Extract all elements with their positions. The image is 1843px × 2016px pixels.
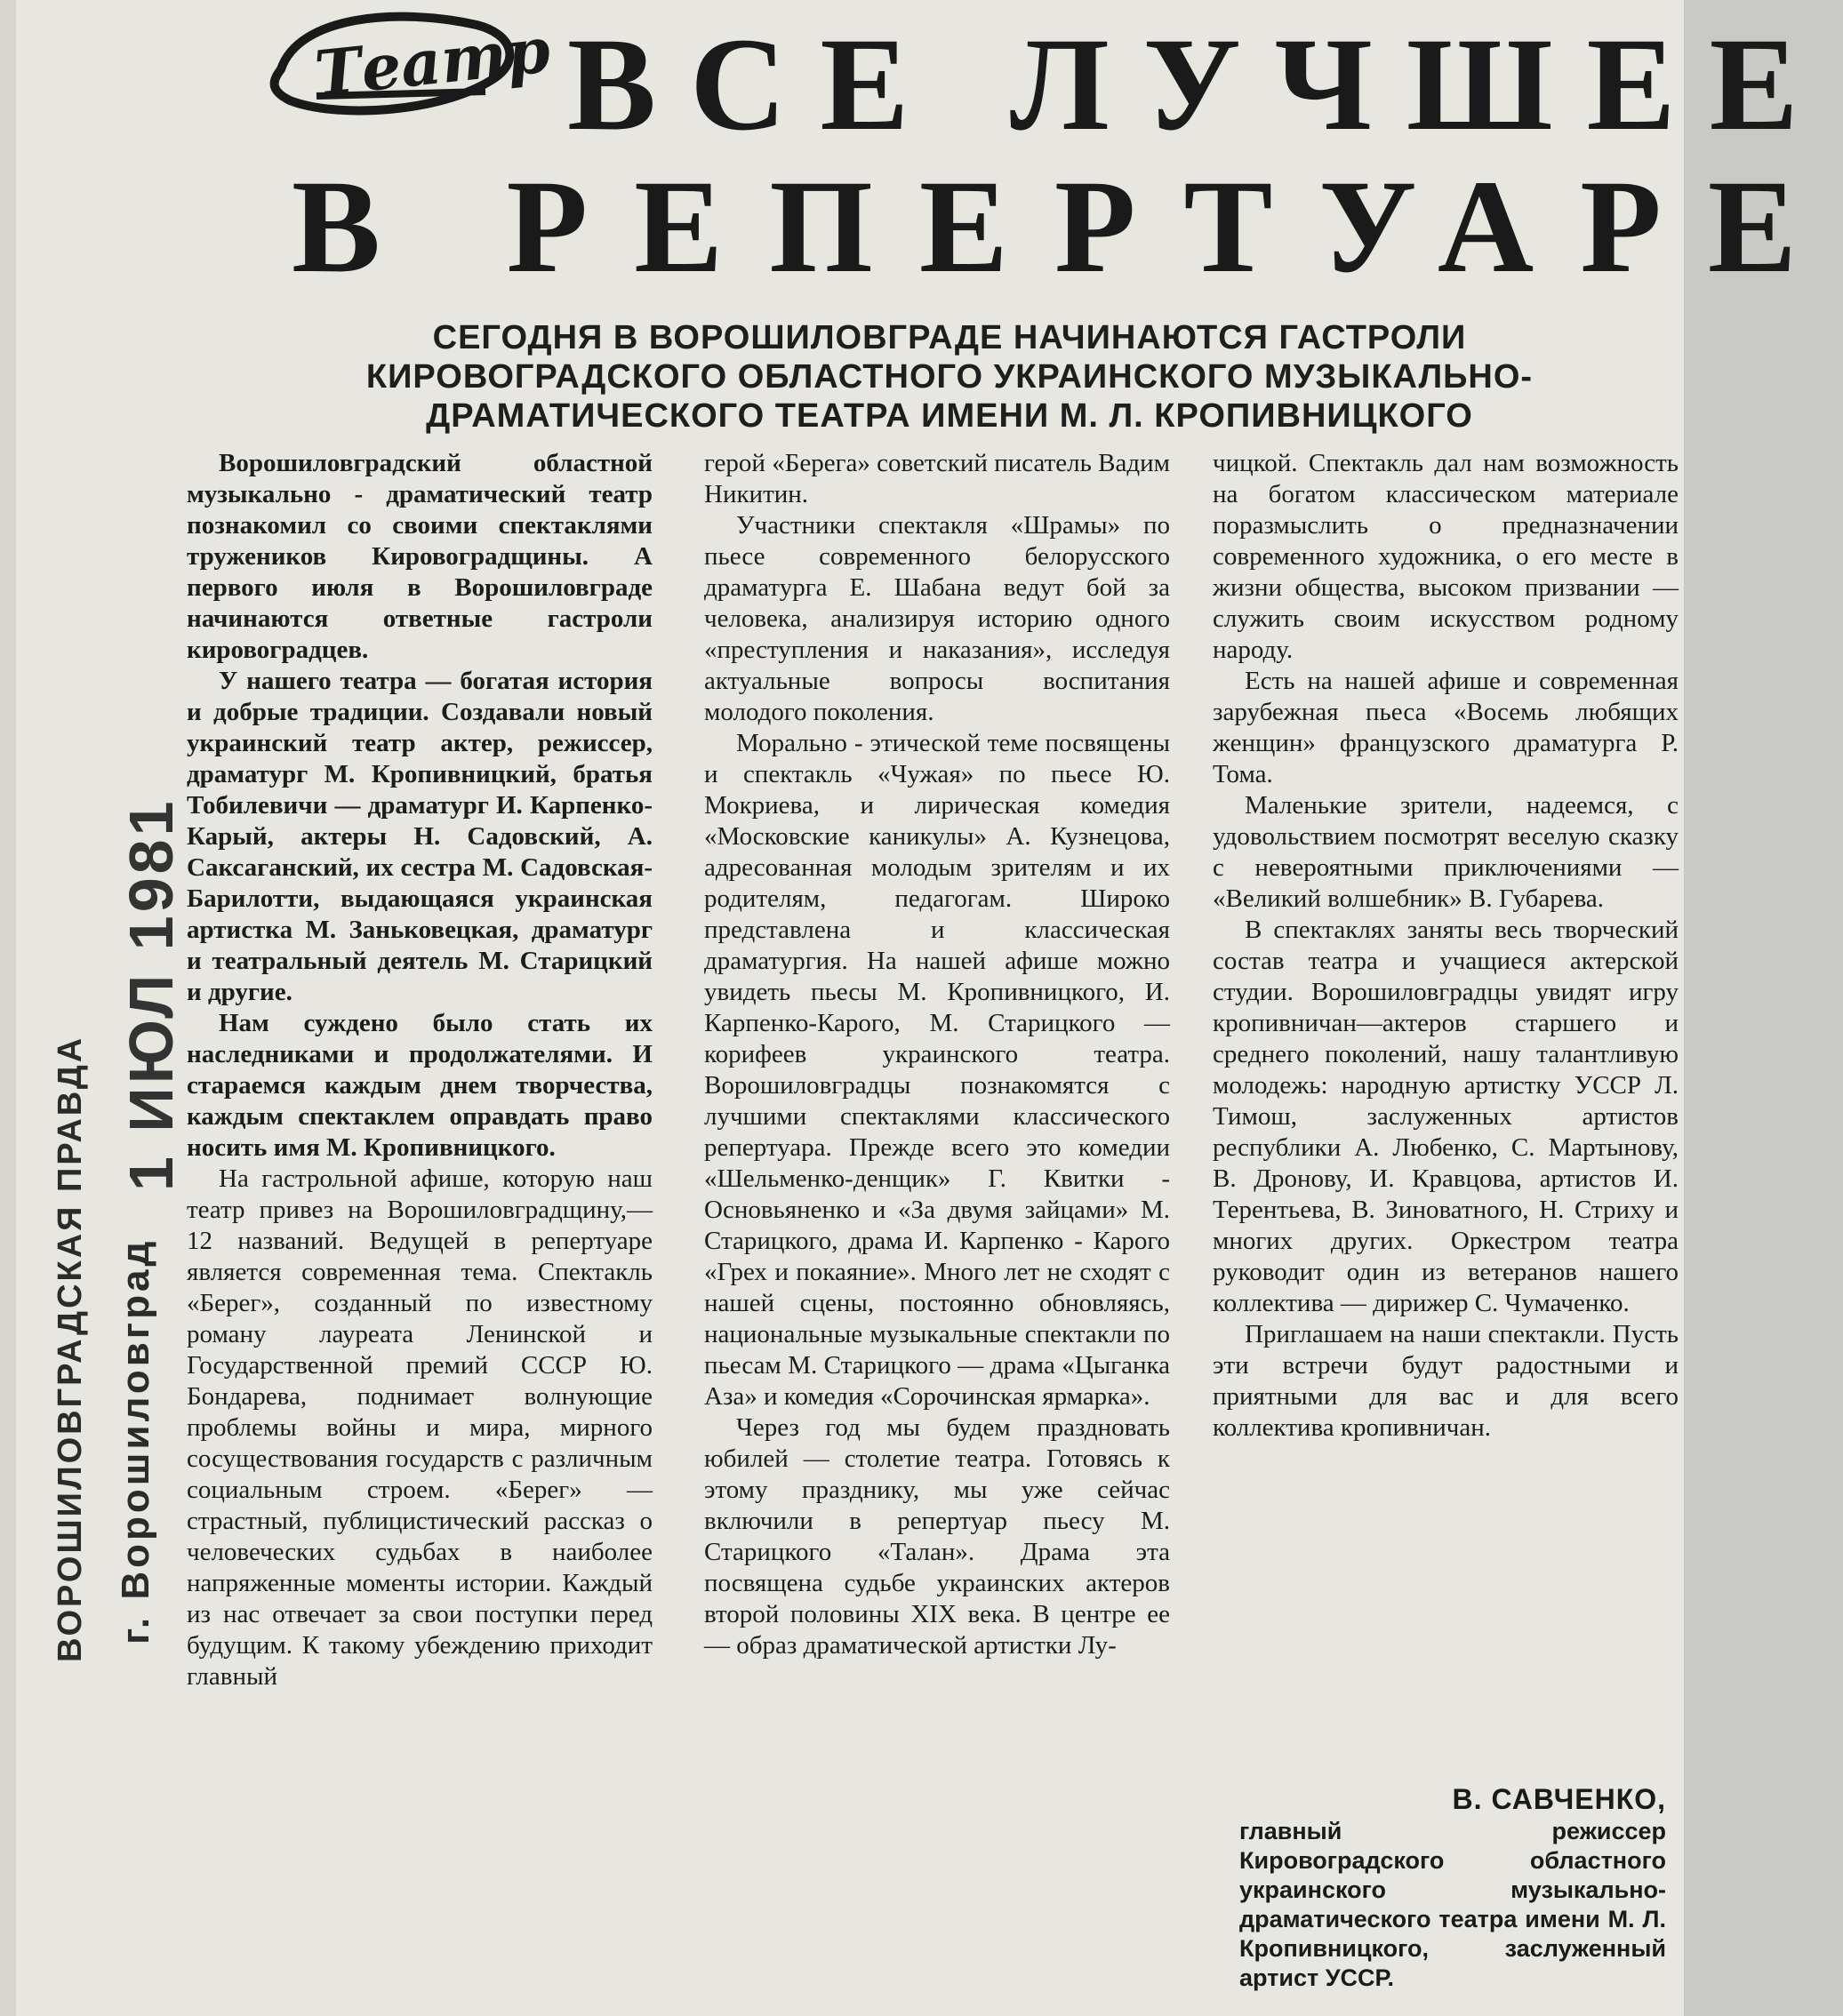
- author-signature: [1239, 1781, 1666, 1993]
- headline-line-2: В РЕПЕРТУАРЕ: [292, 153, 1843, 300]
- subhead-line-3: ДРАМАТИЧЕСКОГО ТЕАТРА ИМЕНИ М. Л. КРОПИВНИЦКОГО: [426, 397, 1473, 435]
- paragraph: Через год мы будем праздновать юбилей — столетие театра. Готовясь к этому празднику, мы уже сейчас включили в репертуар пьесу М. Старицкого «Талан». Драма эта посвящена судьбе украинских актеров второй половины XIX века. В центре ее — образ драматической артистки Лу-: [704, 1413, 1170, 1660]
- paragraph: У нашего театра — богатая история и добрые традиции. Создавали новый украинский театр актер, режиссер, драматург М. Кропивницкий, братья Тобилевичи — драматург И. Карпенко-Карый, актеры Н. Садовский, А. Саксаганский, их сестра М. Садовская-Барилотти, выдающаяся украинская артистка М. Заньковецкая, драматург и театральный деятель М. Старицкий и другие.: [187, 667, 653, 1006]
- subhead-line-2: КИРОВОГРАДСКОГО ОБЛАСТНОГО УКРАИНСКОГО МУЗЫКАЛЬНО-: [365, 358, 1534, 396]
- paragraph: На гастрольной афише, которую наш театр привез на Ворошиловградщину,— 12 названий. Ведущей в репертуаре является современная тема. Спектакль «Берег», созданный по известному роману лауреата Ленинской и Государственной премий СССР Ю. Бондарева, поднимает волнующие проблемы войны и мира, мирного сосуществования государств с различным социальным строем. «Берег» — страстный, публицистический рассказ о человеческих судьбах в наиболее напряженные моменты истории. Каждый из нас отвечает за свои поступки перед будущим. К такому убеждению приходит главный: [187, 1164, 653, 1691]
- author-title: главный режиссер Кировоградского областного украинского музыкально-драматического театра имени М. Л. Кропивницкого, заслуженный артист УССР.: [1239, 1818, 1666, 1991]
- paragraph: герой «Берега» советский писатель Вадим Никитин.: [704, 449, 1170, 508]
- paragraph: Приглашаем на наши спектакли. Пусть эти встречи будут радостными и приятными для вас и для всего коллектива кропивничан.: [1213, 1320, 1679, 1442]
- paragraph: Есть на нашей афише и современная зарубежная пьеса «Восемь любящих женщин» французского драматурга Р. Тома.: [1213, 667, 1679, 788]
- paragraph: В спектаклях заняты весь творческий состав театра и учащиеся актерской студии. Ворошиловградцы увидят игру кропивничан—актеров старшего и среднего поколений, нашу талантливую молодежь: народную артистку УССР Л. Тимош, заслуженных артистов республики А. Любенко, С. Мартынову, В. Дронову, И. Кравцова, артистов И. Терентьева, В. Зиноватного, Н. Стриху и многих других. Оркестром театра руководит один из ветеранов нашего коллектива — дирижер С. Чумаченко.: [1213, 916, 1679, 1317]
- article-column-2: [704, 448, 1170, 1661]
- paragraph: Маленькие зрители, надеемся, с удовольствием посмотрят веселую сказку с невероятными приключениями — «Великий волшебник» В. Губарева.: [1213, 791, 1679, 913]
- stamp-date: 1 ИЮЛ 1981: [116, 797, 186, 1191]
- author-name: В. САВЧЕНКО,: [1452, 1783, 1666, 1815]
- stamp-city: г. Ворошиловград: [114, 1237, 157, 1644]
- paragraph: Морально - этической теме посвящены и спектакль «Чужая» по пьесе Ю. Мокриева, и лирическая комедия «Московские каникулы» А. Кузнецова, адресованная молодым зрителям и их родителям, педагогам. Широко представлена и классическая драматургия. На нашей афише можно увидеть пьесы М. Кропивницкого, И. Карпенко-Карого, М. Старицкого — корифеев украинского театра. Ворошиловградцы познакомятся с лучшими спектаклями классического репертуара. Прежде всего это комедии «Шельменко-денщик» Г. Квитки - Основьяненко и «За двумя зайцами» М. Старицкого, драма И. Карпенко - Карого «Грех и покаяние». Много лет не сходят с нашей сцены, постоянно обновляясь, национальные музыкальные спектакли по пьесам М. Старицкого — драма «Цыганка Аза» и комедия «Сорочинская ярмарка».: [704, 729, 1170, 1411]
- subhead-line-1: СЕГОДНЯ В ВОРОШИЛОВГРАДЕ НАЧИНАЮТСЯ ГАСТРОЛИ: [432, 319, 1467, 356]
- paragraph: Нам суждено было стать их наследниками и продолжателями. И стараемся каждым днем творчества, каждым спектаклем оправдать право носить имя М. Кропивницкого.: [187, 1009, 653, 1162]
- subheadline: [283, 318, 1616, 436]
- headline-line-1: ВСЕ ЛУЧШЕЕ: [567, 11, 1832, 158]
- paragraph: Участники спектакля «Шрамы» по пьесе современного белорусского драматурга Е. Шабана ведут бой за человека, анализируя историю одного «преступления и наказания», исследуя актуальные вопросы воспитания молодого поколения.: [704, 511, 1170, 726]
- stamp-publication: ВОРОШИЛОВГРАДСКАЯ ПРАВДА: [52, 1035, 89, 1662]
- paragraph: Ворошиловградский областной музыкально - драматический театр познакомил со своими спектаклями тружеников Кировоградщины. А первого июля в Ворошиловграде начинаются ответные гастроли кировоградцев.: [187, 449, 653, 664]
- paragraph: чицкой. Спектакль дал нам возможность на богатом классическом материале поразмыслить о предназначении современного художника, о его месте в жизни общества, высоком призвании — служить своим искусством родному народу.: [1213, 449, 1679, 664]
- logo-text: Театр: [311, 12, 554, 111]
- theatre-logo: [263, 7, 554, 123]
- article-column-3: [1213, 448, 1679, 1444]
- article-column-1: [187, 448, 653, 1692]
